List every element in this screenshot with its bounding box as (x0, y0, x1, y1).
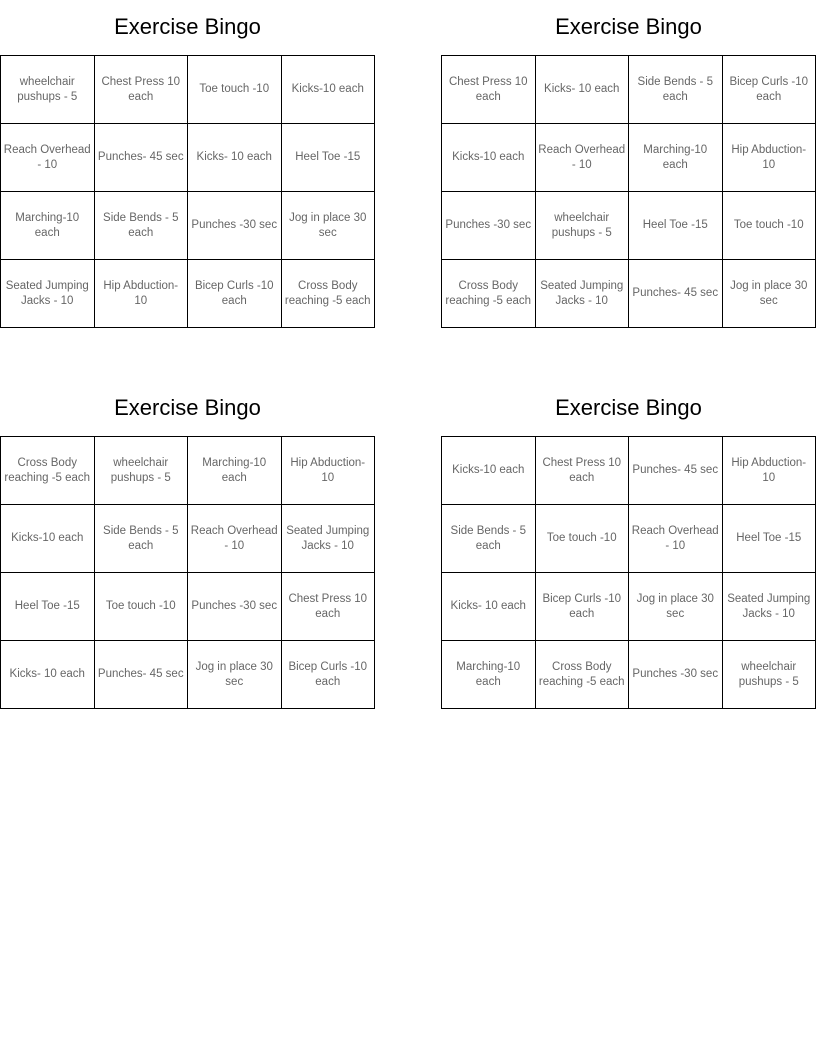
bingo-cell: Bicep Curls -10 each (722, 56, 816, 124)
board-row (1, 505, 375, 573)
bingo-board (441, 55, 816, 328)
bingo-cell: Chest Press 10 each (535, 437, 629, 505)
bingo-board (0, 436, 375, 709)
board-row (1, 124, 375, 192)
bingo-cell: wheelchair pushups - 5 (1, 56, 95, 124)
bingo-cell: Side Bends - 5 each (442, 505, 536, 573)
bingo-card-3 (0, 381, 375, 709)
bingo-cell: Side Bends - 5 each (94, 505, 188, 573)
bingo-cell: Toe touch -10 (188, 56, 282, 124)
bingo-cell: Heel Toe -15 (281, 124, 375, 192)
bingo-cell: Punches -30 sec (629, 641, 723, 709)
bingo-cell: Marching-10 each (188, 437, 282, 505)
bingo-cell: Punches- 45 sec (629, 437, 723, 505)
bingo-cell: Kicks- 10 each (1, 641, 95, 709)
board-row (442, 56, 816, 124)
bingo-cell: Reach Overhead - 10 (629, 505, 723, 573)
card-title: Exercise Bingo (555, 395, 702, 420)
bingo-cell: Hip Abduction- 10 (281, 437, 375, 505)
bingo-cell: Cross Body reaching -5 each (281, 260, 375, 328)
bingo-cell: Bicep Curls -10 each (281, 641, 375, 709)
bingo-cell: Jog in place 30 sec (188, 641, 282, 709)
bingo-card-4 (441, 381, 816, 709)
bingo-cell: Punches -30 sec (188, 192, 282, 260)
bingo-card-2 (441, 0, 816, 328)
bingo-cell: wheelchair pushups - 5 (535, 192, 629, 260)
bingo-cell: Hip Abduction- 10 (722, 124, 816, 192)
board-row (442, 641, 816, 709)
bingo-cell: Kicks-10 each (442, 124, 536, 192)
bingo-cell: wheelchair pushups - 5 (94, 437, 188, 505)
board-row (1, 641, 375, 709)
bingo-cell: Punches -30 sec (442, 192, 536, 260)
bingo-cell: Punches- 45 sec (629, 260, 723, 328)
bingo-cell: wheelchair pushups - 5 (722, 641, 816, 709)
board-row (1, 437, 375, 505)
bingo-cell: Cross Body reaching -5 each (1, 437, 95, 505)
bingo-cell: Cross Body reaching -5 each (442, 260, 536, 328)
board-row (442, 260, 816, 328)
board-row (1, 573, 375, 641)
bingo-cell: Heel Toe -15 (629, 192, 723, 260)
bingo-cell: Side Bends - 5 each (629, 56, 723, 124)
bingo-cell: Cross Body reaching -5 each (535, 641, 629, 709)
bingo-cell: Reach Overhead - 10 (535, 124, 629, 192)
bingo-cell: Reach Overhead - 10 (1, 124, 95, 192)
board-row (442, 573, 816, 641)
board-row (442, 437, 816, 505)
bingo-cell: Kicks-10 each (442, 437, 536, 505)
bingo-card-1 (0, 0, 375, 328)
bingo-board (441, 436, 816, 709)
bingo-cell: Kicks- 10 each (535, 56, 629, 124)
bingo-cell: Jog in place 30 sec (281, 192, 375, 260)
bingo-cell: Jog in place 30 sec (722, 260, 816, 328)
bingo-cell: Toe touch -10 (722, 192, 816, 260)
bingo-cell: Toe touch -10 (535, 505, 629, 573)
bingo-cell: Seated Jumping Jacks - 10 (535, 260, 629, 328)
bingo-cell: Heel Toe -15 (1, 573, 95, 641)
bingo-cell: Hip Abduction- 10 (722, 437, 816, 505)
bingo-cell: Kicks- 10 each (442, 573, 536, 641)
bingo-cell: Punches- 45 sec (94, 124, 188, 192)
bingo-cell: Heel Toe -15 (722, 505, 816, 573)
bingo-cell: Kicks-10 each (1, 505, 95, 573)
bingo-cell: Seated Jumping Jacks - 10 (1, 260, 95, 328)
board-row (1, 192, 375, 260)
bingo-cell: Bicep Curls -10 each (188, 260, 282, 328)
bingo-cell: Punches -30 sec (188, 573, 282, 641)
board-row (442, 192, 816, 260)
board-row (1, 260, 375, 328)
bingo-cell: Hip Abduction- 10 (94, 260, 188, 328)
bingo-cell: Jog in place 30 sec (629, 573, 723, 641)
bingo-board (0, 55, 375, 328)
board-row (1, 56, 375, 124)
board-row (442, 505, 816, 573)
bingo-cell: Kicks-10 each (281, 56, 375, 124)
card-title: Exercise Bingo (114, 395, 261, 420)
card-title: Exercise Bingo (114, 14, 261, 39)
bingo-cell: Kicks- 10 each (188, 124, 282, 192)
card-title: Exercise Bingo (555, 14, 702, 39)
bingo-cell: Bicep Curls -10 each (535, 573, 629, 641)
bingo-cell: Seated Jumping Jacks - 10 (722, 573, 816, 641)
bingo-cell: Marching-10 each (629, 124, 723, 192)
bingo-cell: Reach Overhead - 10 (188, 505, 282, 573)
bingo-cell: Marching-10 each (1, 192, 95, 260)
bingo-cell: Chest Press 10 each (94, 56, 188, 124)
bingo-cell: Toe touch -10 (94, 573, 188, 641)
board-row (442, 124, 816, 192)
bingo-cell: Chest Press 10 each (281, 573, 375, 641)
bingo-cell: Chest Press 10 each (442, 56, 536, 124)
bingo-cell: Side Bends - 5 each (94, 192, 188, 260)
bingo-cell: Seated Jumping Jacks - 10 (281, 505, 375, 573)
bingo-cell: Marching-10 each (442, 641, 536, 709)
bingo-cell: Punches- 45 sec (94, 641, 188, 709)
